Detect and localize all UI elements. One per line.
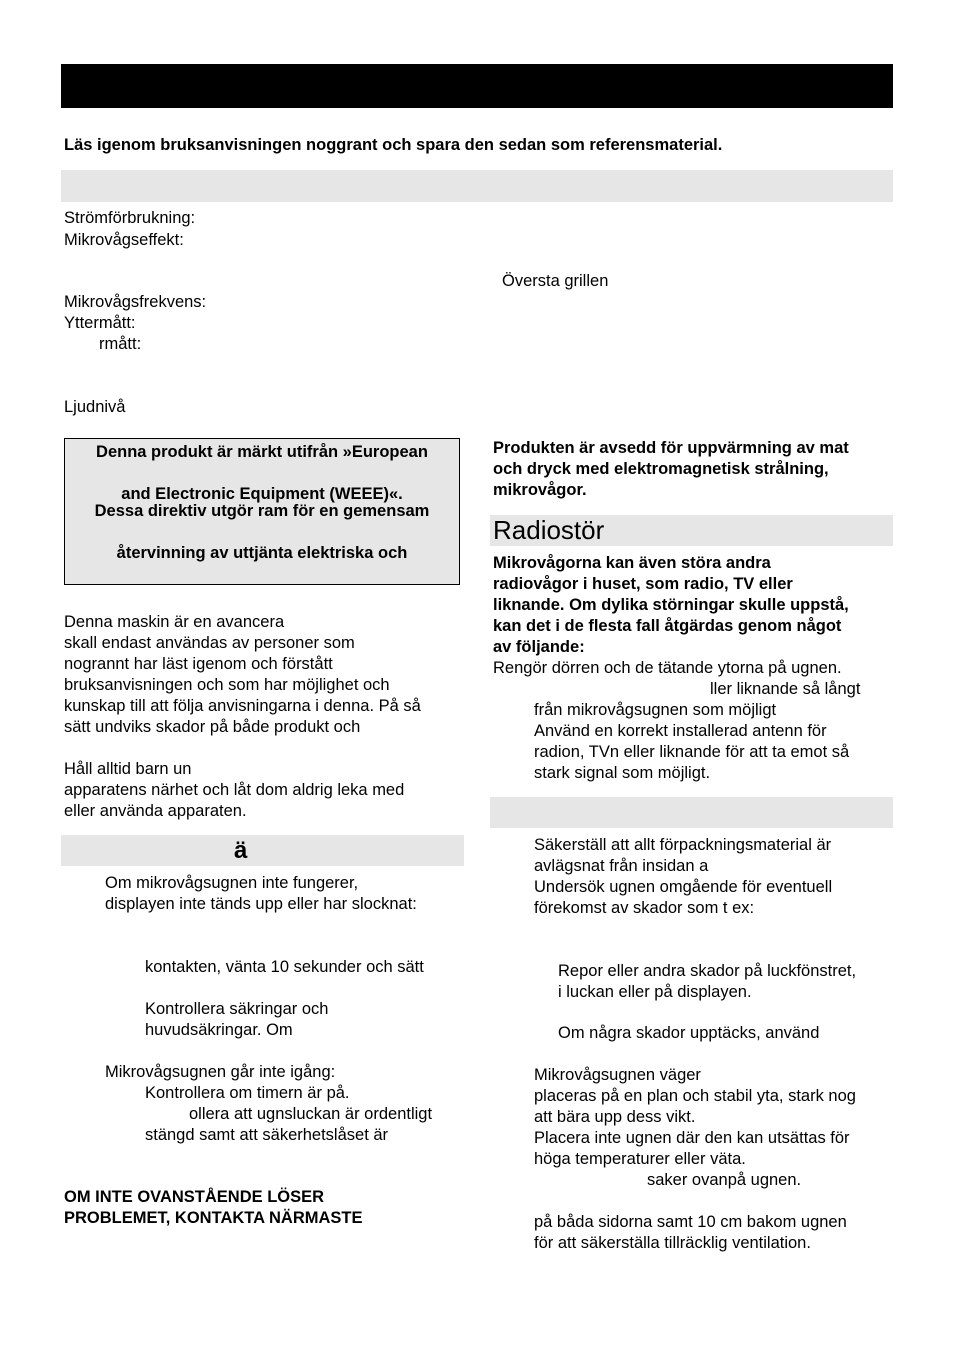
spec-top-grill: Översta grillen — [502, 272, 609, 290]
contact-notice: PROBLEMET, KONTAKTA NÄRMASTE — [64, 1209, 363, 1227]
title-bar — [61, 64, 893, 108]
radio-clean: Rengör dörren och de tätande ytorna på ugnen. — [493, 659, 842, 677]
install-vent: på båda sidorna samt 10 cm bakom ugnen — [534, 1213, 847, 1231]
troubleshoot-item1-line: displayen inte tänds upp eller har slocknat: — [105, 895, 417, 913]
weee-line-2: and Electronic Equipment (WEEE)«. — [121, 485, 403, 503]
troubleshoot-item2-sub1: Kontrollera om timern är på. — [145, 1084, 350, 1102]
install-vent: för att säkerställa tillräcklig ventilation. — [534, 1234, 811, 1252]
radio-heading: Radiostör — [493, 515, 605, 545]
radio-bold-line: kan det i de flesta fall åtgärdas genom något — [493, 617, 842, 635]
radio-bold-line: liknande. Om dylika störningar skulle uppstå, — [493, 596, 849, 614]
install-inspect: förekomst av skador som t ex: — [534, 899, 755, 917]
troubleshoot-item1-sub2: Kontrollera säkringar och — [145, 1000, 329, 1018]
children-line: apparatens närhet och låt dom aldrig leka med — [64, 781, 405, 799]
usage-line: sätt undviks skador på både produkt och — [64, 718, 361, 736]
troubleshoot-section-bar — [61, 835, 464, 866]
children-line: eller använda apparaten. — [64, 802, 247, 820]
install-packaging: Säkerställ att allt förpackningsmaterial är — [534, 836, 832, 854]
radio-bold-line: Mikrovågorna kan även störa andra — [493, 554, 771, 572]
install-weight: Mikrovågsugnen väger — [534, 1066, 701, 1084]
troubleshoot-item1-line: Om mikrovågsugnen inte fungerer, — [105, 874, 359, 892]
usage-line: Denna maskin är en avancera — [64, 613, 285, 631]
usage-line: skall endast användas av personer som — [64, 634, 355, 652]
purpose-line: mikrovågor. — [493, 481, 587, 499]
radio-antenna-line: Använd en korrekt installerad antenn för — [534, 722, 827, 740]
install-scratch: Repor eller andra skador på luckfönstret, — [558, 962, 857, 980]
intro-text: Läs igenom bruksanvisningen noggrant och spara den sedan som referensmaterial. — [64, 136, 723, 154]
install-packaging: avlägsnat från insidan a — [534, 857, 709, 875]
radio-move-line: ller liknande så långt — [710, 680, 861, 698]
troubleshoot-item2: Mikrovågsugnen går inte igång: — [105, 1063, 336, 1081]
install-weight: att bära upp dess vikt. — [534, 1108, 696, 1126]
spec-outer-dimensions: Yttermått: — [64, 314, 136, 332]
weee-line-1: Denna produkt är märkt utifrån »European — [96, 443, 428, 461]
contact-notice: OM INTE OVANSTÅENDE LÖSER — [64, 1188, 325, 1206]
specs-section-bar — [61, 170, 893, 202]
install-scratch: i luckan eller på displayen. — [558, 983, 752, 1001]
spec-noise: Ljudnivå — [64, 398, 126, 416]
radio-antenna-line: radion, TVn eller liknande för att ta emot så — [534, 743, 850, 761]
purpose-line: och dryck med elektromagnetisk strålning, — [493, 460, 829, 478]
spec-microwave-power: Mikrovågseffekt: — [64, 231, 184, 249]
children-line: Håll alltid barn un — [64, 760, 192, 778]
install-place: höga temperaturer eller väta. — [534, 1150, 746, 1168]
radio-bold-line: av följande: — [493, 638, 585, 656]
install-place: Placera inte ugnen där den kan utsättas för — [534, 1129, 850, 1147]
weee-line-3: Dessa direktiv utgör ram för en gemensam — [94, 502, 430, 520]
install-damage: Om några skador upptäcks, använd — [558, 1024, 820, 1042]
install-section-bar — [490, 797, 893, 828]
troubleshoot-heading: ä — [234, 837, 248, 864]
spec-frequency: Mikrovågsfrekvens: — [64, 293, 207, 311]
install-objects: saker ovanpå ugnen. — [647, 1171, 802, 1189]
usage-line: nogrannt har läst igenom och förstått — [64, 655, 333, 673]
spec-inner-dimensions: rmått: — [99, 335, 142, 353]
radio-antenna-line: stark signal som möjligt. — [534, 764, 711, 782]
radio-bold-line: radiovågor i huset, som radio, TV eller — [493, 575, 793, 593]
spec-power-consumption: Strömförbrukning: — [64, 209, 196, 227]
troubleshoot-item1-sub2: huvudsäkringar. Om — [145, 1021, 293, 1039]
install-weight: placeras på en plan och stabil yta, stark nog — [534, 1087, 856, 1105]
troubleshoot-item2-sub2: ollera att ugnsluckan är ordentligt — [189, 1105, 433, 1123]
install-inspect: Undersök ugnen omgående för eventuell — [534, 878, 833, 896]
radio-move-line: från mikrovågsugnen som möjligt — [534, 701, 777, 719]
weee-line-4: återvinning av uttjänta elektriska och — [116, 544, 408, 562]
troubleshoot-item2-sub2: stängd samt att säkerhetslåset är — [145, 1126, 389, 1144]
purpose-line: Produkten är avsedd för uppvärmning av mat — [493, 439, 849, 457]
usage-line: bruksanvisningen och som har möjlighet och — [64, 676, 390, 694]
usage-line: kunskap till att följa anvisningarna i denna. På så — [64, 697, 421, 715]
troubleshoot-item1-sub1: kontakten, vänta 10 sekunder och sätt — [145, 958, 424, 976]
